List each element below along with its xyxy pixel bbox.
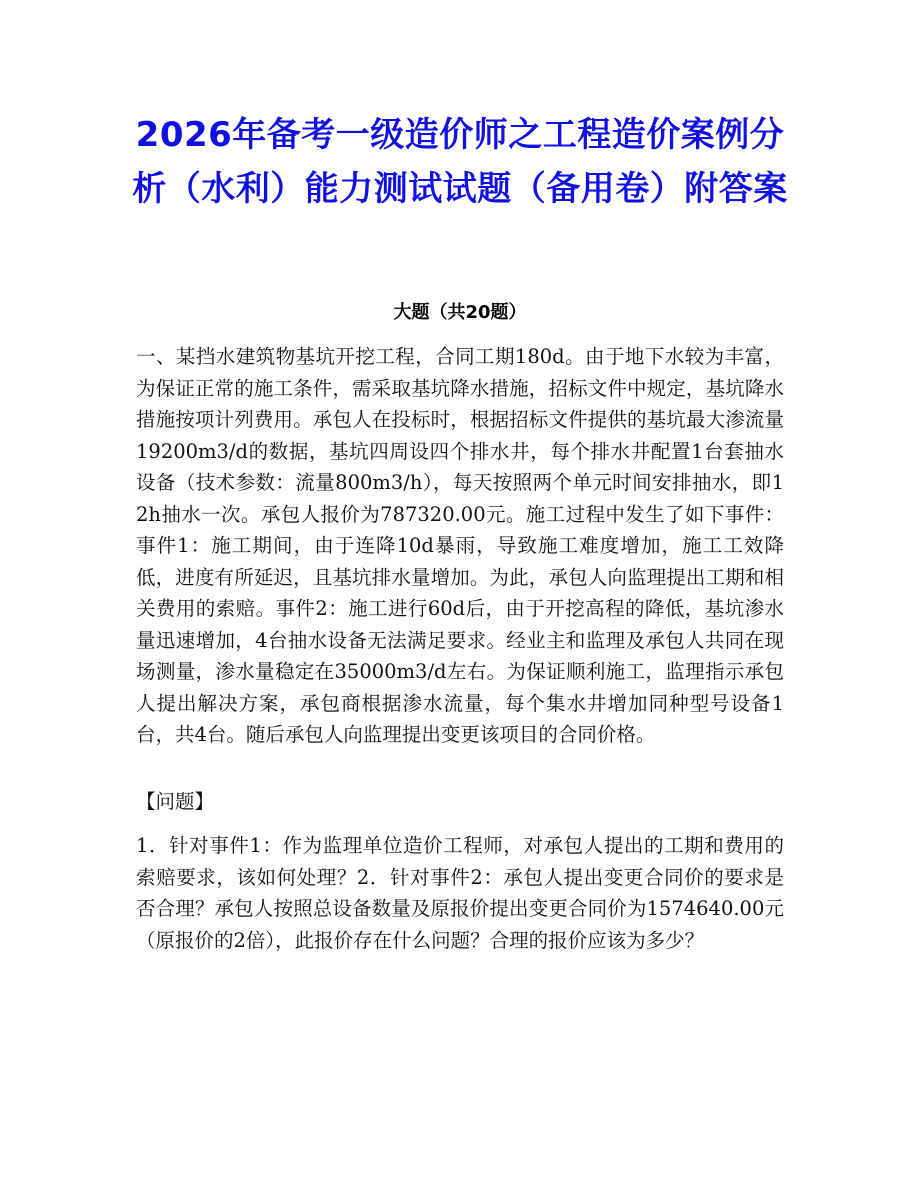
question-intro-paragraph: 一、某挡水建筑物基坑开挖工程，合同工期180d。由于地下水较为丰富，为保证正常的施工条件，需采取基坑降水措施，招标文件中规定，基坑降水措施按项计列费用。承包人在投标时，根据招标文件提供的基坑最大渗流量19200m3/d的数据，基坑四周设四个排水井，每个排水井配置1台套抽水设备（技术参数：流量800m3/h），每天按照两个单元时间安排抽水，即12h抽水一次。承包人报价为787320.00元。施工过程中发生了如下事件：事件1：施工期间，由于连降10d暴雨，导致施工难度增加，施工工效降低，进度有所延迟，且基坑排水量增加。为此，承包人向监理提出工期和相关费用的索赔。事件2：施工进行60d后，由于开挖高程的降低，基坑渗水量迅速增加，4台抽水设备无法满足要求。经业主和监理及承包人共同在现场测量，渗水量稳定在35000m3/d左右。为保证顺利施工，监理指示承包人提出解决方案，承包商根据渗水流量，每个集水井增加同种型号设备1台，共4台。随后承包人向监理提出变更该项目的合同价格。 [136,345,784,746]
section-heading: 大题（共20题） [393,302,527,323]
questions-paragraph: 1．针对事件1：作为监理单位造价工程师，对承包人提出的工期和费用的索赔要求，该如何处理？2．针对事件2：承包人提出变更合同价的要求是否合理？承包人按照总设备数量及原报价提出变更合同价为1574640.00元（原报价的2倍），此报价存在什么问题？合理的报价应该为多少？ [136,834,784,952]
document-title: 2026年备考一级造价师之工程造价案例分析（水利）能力测试试题（备用卷）附答案 [132,115,788,209]
questions-label: 【问题】 [136,790,215,813]
